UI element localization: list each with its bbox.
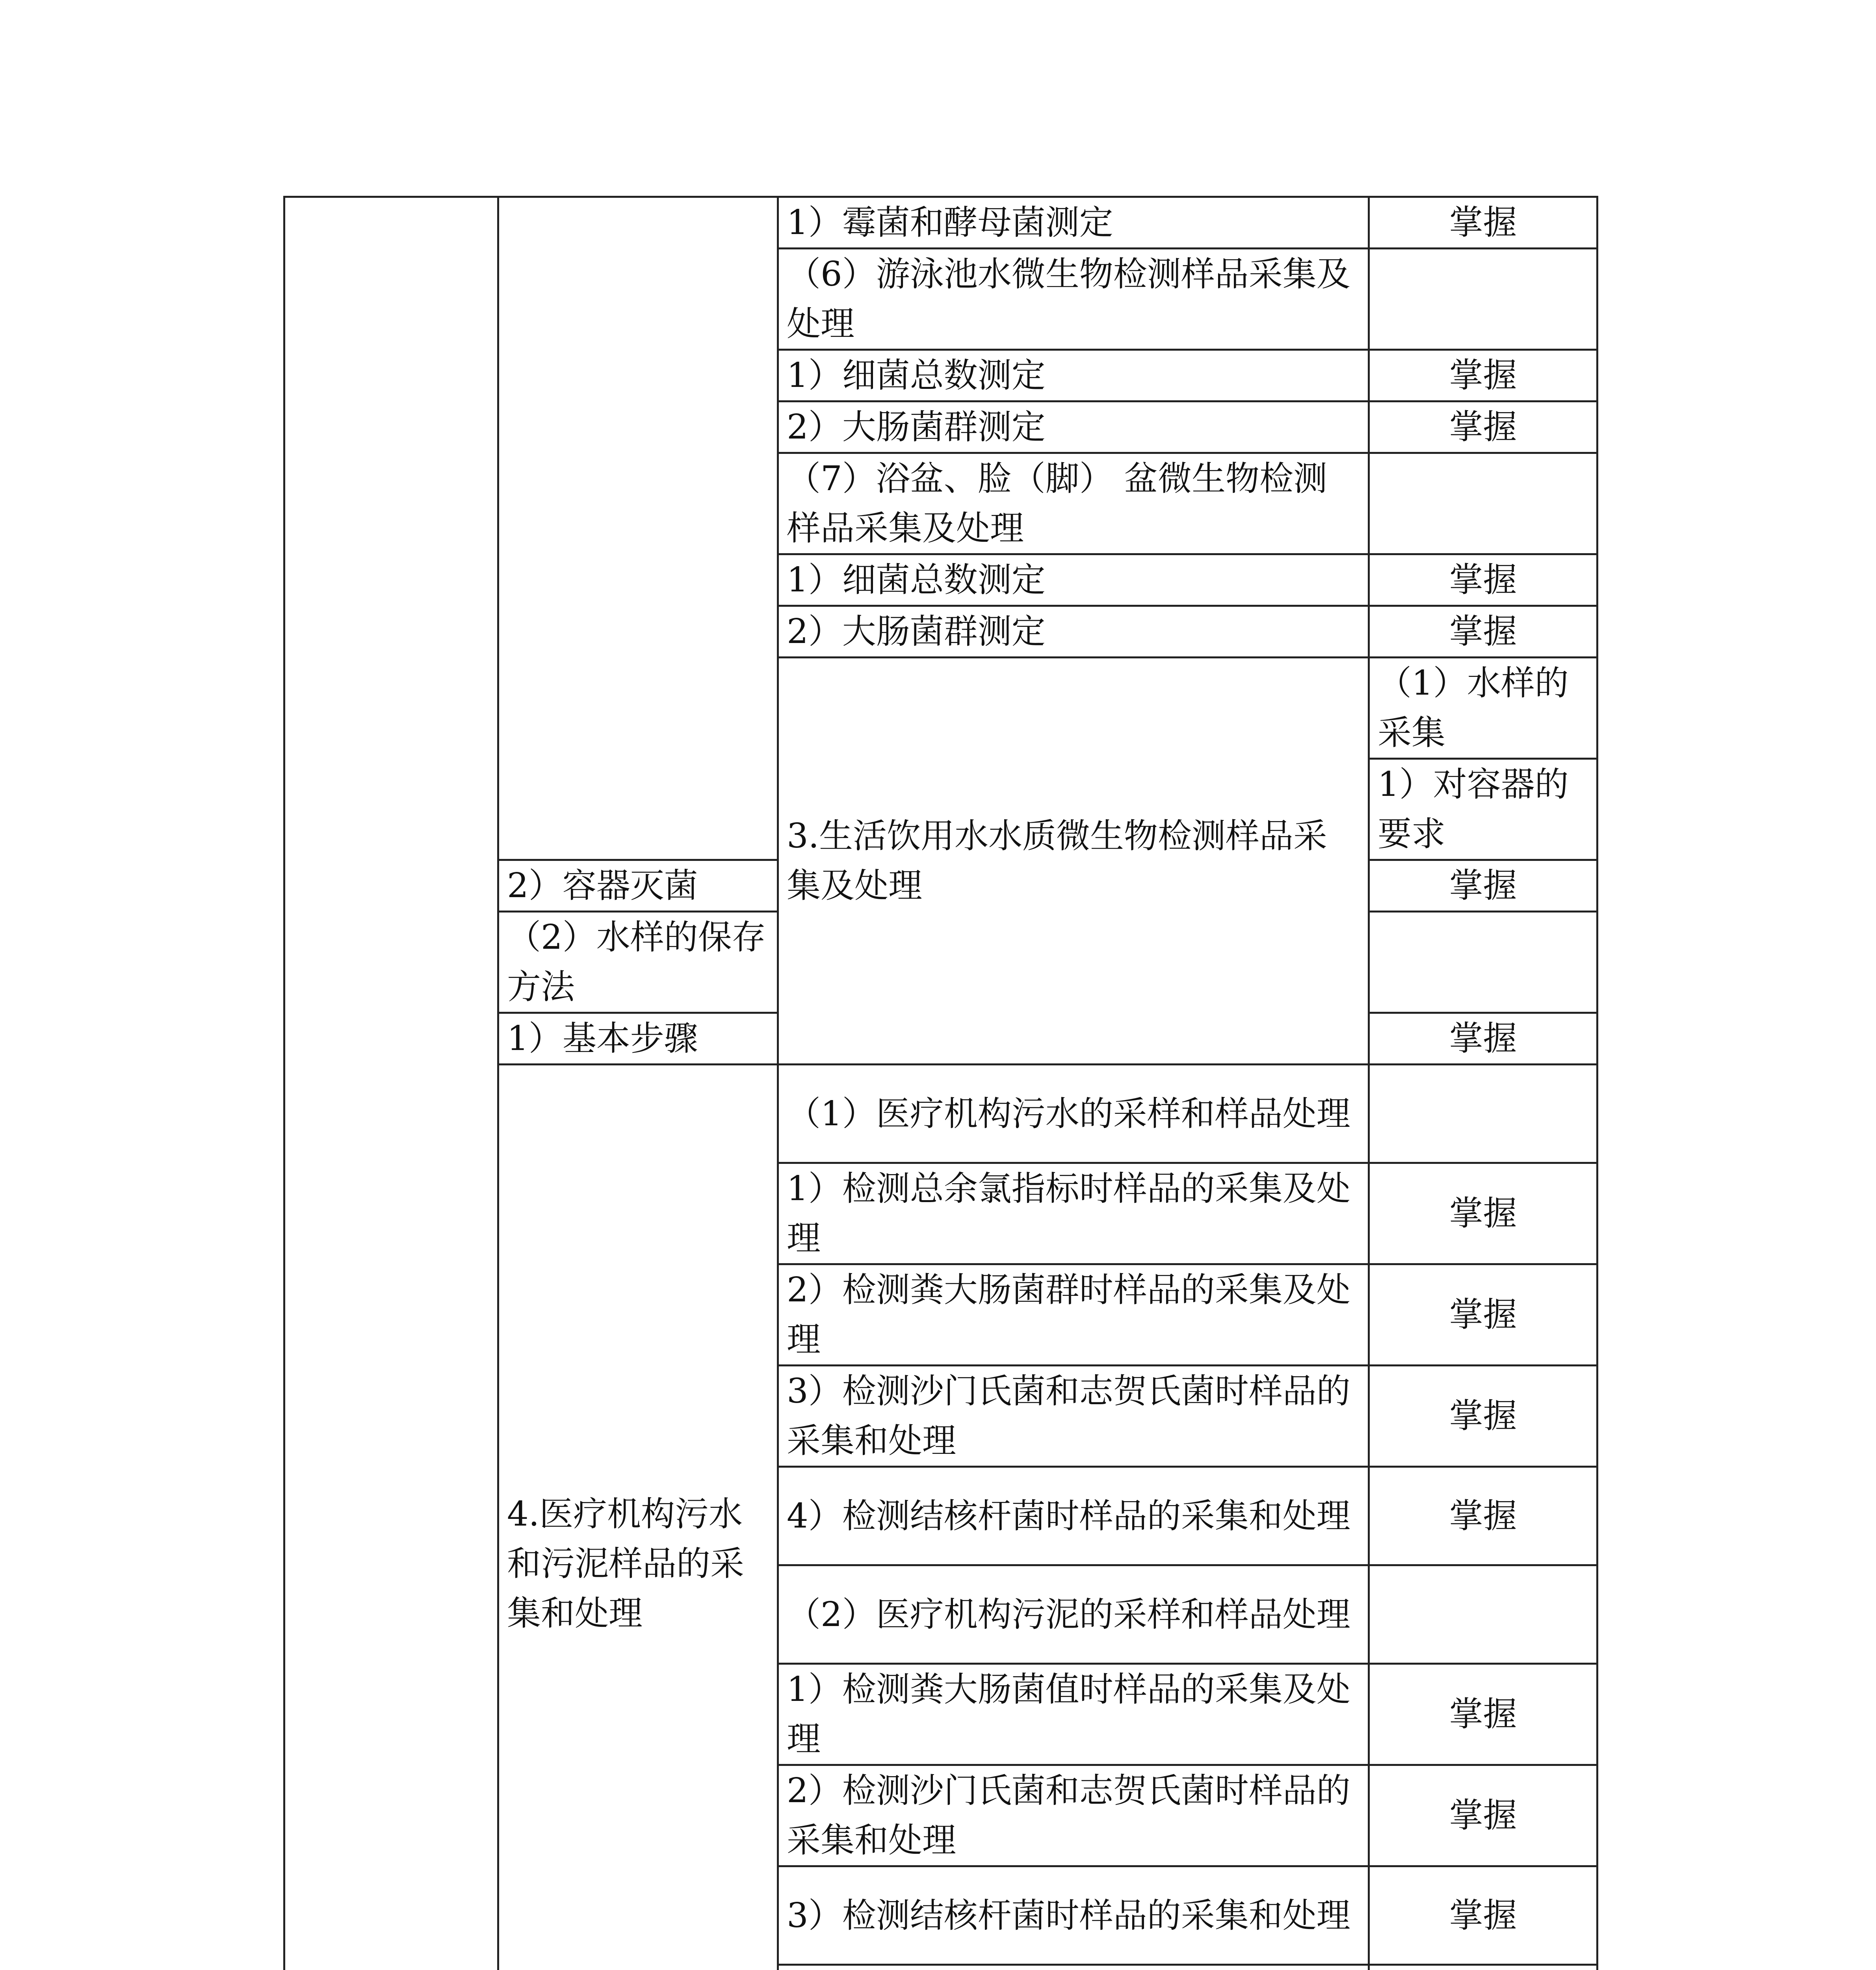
level-2-topic-cell: 3.生活饮用水水质微生物检测样品采集及处理 [778, 658, 1369, 1065]
content-cell: 1）霉菌和酵母菌测定 [778, 197, 1369, 249]
syllabus-table-body [284, 197, 1597, 1970]
content-cell: （1）医疗机构污水的采样和样品处理 [778, 1065, 1369, 1163]
requirement-cell [1369, 1065, 1597, 1163]
content-cell: 3）检测结核杆菌时样品的采集和处理 [778, 1866, 1369, 1965]
level-2-topic-cell: 4.医疗机构污水和污泥样品的采集和处理 [498, 1065, 778, 1970]
requirement-cell: 掌握 [1369, 606, 1597, 658]
content-cell: （7）浴盆、脸（脚） 盆微生物检测样品采集及处理 [778, 453, 1369, 554]
requirement-cell: 掌握 [1369, 350, 1597, 401]
requirement-cell: 掌握 [1369, 554, 1597, 606]
content-cell: （1）水样的采集 [1369, 658, 1597, 759]
content-cell: 2）检测粪大肠菌群时样品的采集及处理 [778, 1264, 1369, 1366]
level-1-topic-cell [284, 197, 498, 1970]
content-cell: （2）水样的保存方法 [498, 912, 778, 1013]
requirement-cell: 掌握 [1369, 1013, 1597, 1065]
syllabus-table [283, 196, 1598, 1970]
content-cell: 1）对容器的要求 [1369, 759, 1597, 860]
requirement-cell [1369, 912, 1597, 1013]
level-2-topic-cell [498, 197, 778, 860]
requirement-cell: 掌握 [1369, 1264, 1597, 1366]
requirement-cell: 掌握 [1369, 1664, 1597, 1765]
requirement-cell: 掌握 [1369, 1765, 1597, 1866]
content-cell: 1）基本步骤 [498, 1013, 778, 1065]
content-cell: （6）游泳池水微生物检测样品采集及处理 [778, 249, 1369, 350]
content-cell: 2）容器灭菌 [498, 860, 778, 912]
content-cell: （2）医疗机构污泥的采样和样品处理 [778, 1565, 1369, 1664]
content-cell: 2）大肠菌群测定 [778, 401, 1369, 453]
content-cell: 4）检测结核杆菌时样品的采集和处理 [778, 1467, 1369, 1565]
content-cell: 2）大肠菌群测定 [778, 606, 1369, 658]
requirement-cell [1369, 1965, 1597, 1970]
requirement-cell: 掌握 [1369, 860, 1597, 912]
content-cell: 1）细菌总数测定 [778, 554, 1369, 606]
content-cell [778, 1965, 1369, 1970]
requirement-cell: 掌握 [1369, 1866, 1597, 1965]
requirement-cell [1369, 453, 1597, 554]
content-cell: 1）细菌总数测定 [778, 350, 1369, 401]
requirement-cell: 掌握 [1369, 401, 1597, 453]
content-cell: 3）检测沙门氏菌和志贺氏菌时样品的采集和处理 [778, 1366, 1369, 1467]
requirement-cell: 掌握 [1369, 197, 1597, 249]
requirement-cell [1369, 249, 1597, 350]
content-cell: 2）检测沙门氏菌和志贺氏菌时样品的采集和处理 [778, 1765, 1369, 1866]
content-cell: 1）检测粪大肠菌值时样品的采集及处理 [778, 1664, 1369, 1765]
requirement-cell: 掌握 [1369, 1467, 1597, 1565]
content-cell: 1）检测总余氯指标时样品的采集及处理 [778, 1163, 1369, 1264]
table-row [284, 197, 1597, 249]
requirement-cell: 掌握 [1369, 1163, 1597, 1264]
requirement-cell: 掌握 [1369, 1366, 1597, 1467]
requirement-cell [1369, 1565, 1597, 1664]
